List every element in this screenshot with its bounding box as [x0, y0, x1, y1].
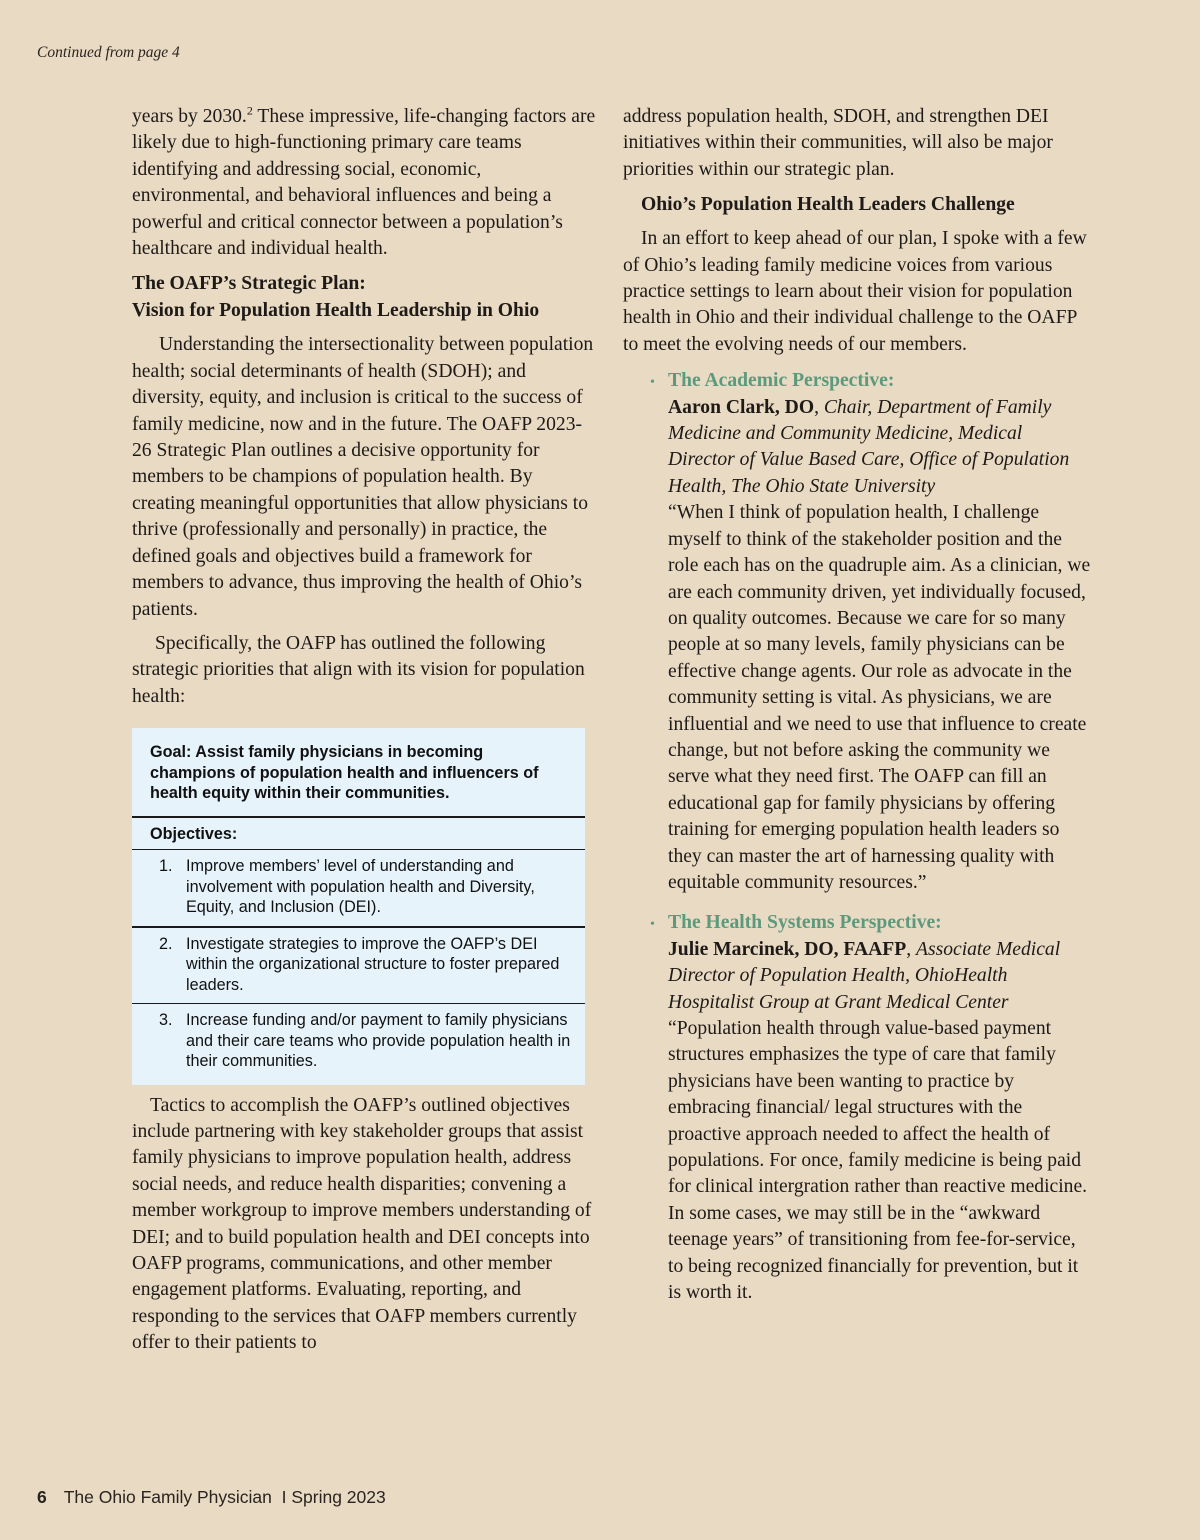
objective-item — [132, 850, 585, 928]
left-column — [132, 104, 598, 1365]
perspective-title: The Health Systems Perspective: — [668, 912, 942, 934]
continued-from-note: Continued from page 4 — [37, 44, 180, 61]
attribution-separator: , — [814, 396, 824, 418]
speaker-role: Associate Medical Director of Population Health, OhioHealth Hospitalist Group at Grant Medical Center — [668, 938, 1061, 1013]
intro-text-rest: These impressive, life-changing factors are likely due to high-functioning primary care teams identifying and addressing social, economic, environmental, and behavioral influences and being a powerful and critical connector between a population’s healthcare and individual health. — [132, 106, 596, 260]
speaker-quote: “Population health through value-based payment structures emphasizes the type of care that family physicians have been wanting to practice by embracing financial/ legal structures with the proactive approach needed to affect the health of populations. For once, family medicine is being paid for clinical intergration rather than reactive medicine. In some cases, we may still be in the “awkward teenage years” of transitioning from fee-for-service, to being recognized financially for prevention, but it is worth it. — [668, 1018, 1088, 1304]
perspective-academic — [623, 368, 1093, 896]
paragraph-intro — [132, 104, 598, 262]
section-heading-leaders-challenge: Ohio’s Population Health Leaders Challenge — [641, 194, 1015, 216]
page-number: 6 — [37, 1487, 47, 1507]
perspective-title: The Academic Perspective: — [668, 370, 895, 392]
section-heading-strategic-plan — [132, 270, 598, 324]
perspective-health-systems — [623, 910, 1093, 1306]
objective-number: 3. — [159, 1011, 173, 1030]
perspective-attribution — [668, 937, 1093, 1016]
speaker-role: Chair, Department of Family Medicine and Community Medicine, Medical Director of Value Based Care, Office of Population Health, The Ohio State University — [668, 396, 1070, 497]
intro-text-start: years by 2030. — [132, 106, 247, 127]
issue-date: Spring 2023 — [291, 1487, 386, 1507]
objective-item — [132, 928, 585, 1005]
speaker-quote: “When I think of population health, I challenge myself to think of the stakeholder position and the role each has on the quadruple aim. As a clinician, we are each community driven, yet individually focused, on quality outcomes. Because we care for so many people at so many levels, family physicians can be effective change agents. Our role as advocate in the community setting is vital. As physicians, we are influential and we need to use that influence to create change, but not before asking the community we serve what they need first. The OAFP can fill an educational gap for family physicians by offering training for emerging population health leaders so they can master the art of harnessing quality with equitable community resources.” — [668, 502, 1091, 893]
footnote-marker: 2 — [246, 103, 253, 118]
paragraph-tactics: Tactics to accomplish the OAFP’s outlined objectives include partnering with key stakeholder groups that assist family physicians to improve population health, address social needs, and reduce health disparities; convening a member workgroup to improve members understanding of DEI; and to build population health and DEI concepts into OAFP programs, communications, and other member engagement platforms. Evaluating, reporting, and responding to the services that OAFP members currently offer to their patients to — [132, 1094, 592, 1354]
bullet-icon: • — [650, 917, 655, 933]
goal-statement: Goal: Assist family physicians in becoming champions of population health and influencers of health equity within their communities. — [132, 728, 585, 818]
publication-name: The Ohio Family Physician — [63, 1487, 272, 1507]
paragraph-challenge-intro: In an effort to keep ahead of our plan, I spoke with a few of Ohio’s leading family medicine voices from various practice settings to learn about their vision for population health in Ohio and their individual challenge to the OAFP to meet the evolving needs of our members. — [623, 228, 1087, 355]
objective-item — [132, 1004, 585, 1085]
paragraph-continuation: address population health, SDOH, and strengthen DEI initiatives within their communities, will also be major priorities within our strategic plan. — [623, 106, 1053, 180]
paragraph-priorities: Specifically, the OAFP has outlined the following strategic priorities that align with its vision for population health: — [132, 632, 585, 707]
objective-text: Investigate strategies to improve the OAFP’s DEI within the organizational structure to foster prepared leaders. — [186, 934, 560, 994]
right-column — [623, 104, 1093, 1320]
page-footer — [37, 1487, 386, 1508]
objective-text: Increase funding and/or payment to family physicians and their care teams who provide population health in their communities. — [186, 1011, 571, 1071]
footer-separator: I — [281, 1487, 287, 1507]
bullet-icon: • — [650, 375, 655, 391]
objective-text: Improve members’ level of understanding and involvement with population health and Diversity, Equity, and Inclusion (DEI). — [186, 857, 535, 917]
attribution-separator: , — [906, 938, 916, 960]
perspective-attribution — [668, 395, 1093, 501]
objective-number: 1. — [159, 857, 173, 876]
speaker-name: Aaron Clark, DO — [668, 396, 815, 418]
heading-line-2: Vision for Population Health Leadership in Ohio — [132, 300, 540, 322]
goal-objectives-box — [132, 728, 585, 1085]
objectives-label: Objectives: — [132, 818, 585, 851]
speaker-name: Julie Marcinek, DO, FAAFP — [668, 938, 907, 960]
heading-line-1: The OAFP’s Strategic Plan: — [132, 273, 366, 295]
objective-number: 2. — [159, 934, 173, 953]
paragraph-intersectionality: Understanding the intersectionality between population health; social determinants of health (SDOH); and diversity, equity, and inclusion is critical to the success of family medicine, now and in the future. The OAFP 2023-26 Strategic Plan outlines a decisive opportunity for members to be champions of population health. By creating meaningful opportunities that allow physicians to thrive (professionally and personally) in practice, the defined goals and objectives build a framework for members to advance, thus improving the health of Ohio’s patients. — [132, 334, 594, 620]
